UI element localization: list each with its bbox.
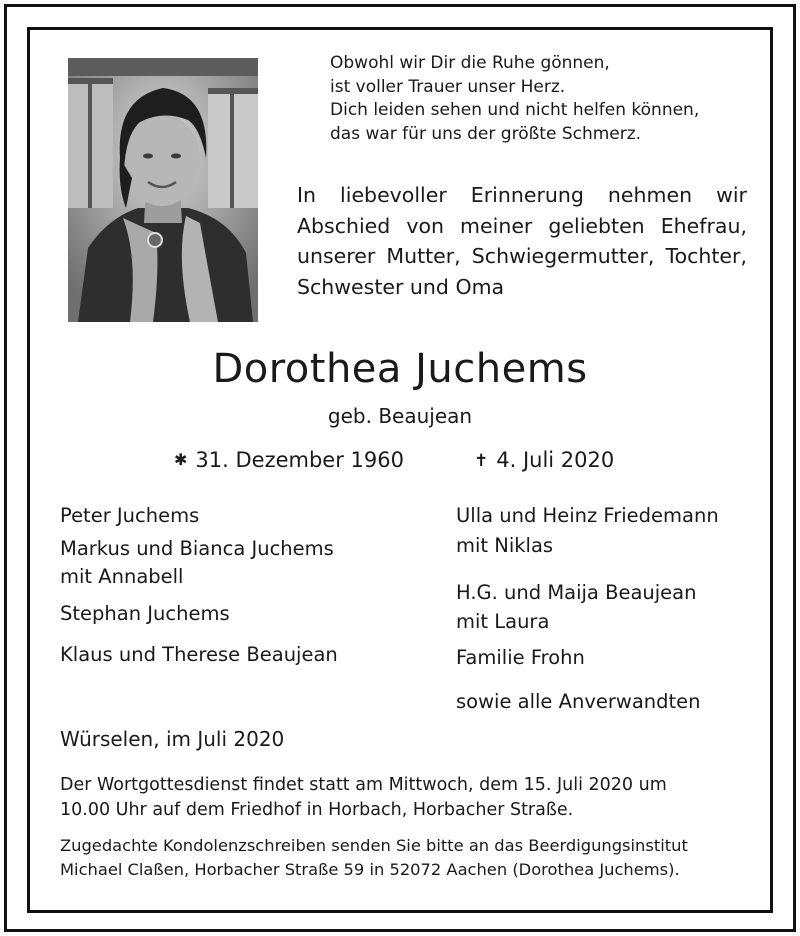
mourner-name: mit Laura: [456, 610, 550, 633]
memorial-poem: [330, 52, 699, 146]
mourner-name: Markus und Bianca Juchems: [60, 537, 334, 560]
mourner-name: mit Annabell: [60, 565, 184, 588]
mourner-name: Ulla und Heinz Friedemann: [456, 504, 719, 527]
word: In: [297, 183, 317, 207]
death-date-text: 4. Juli 2020: [496, 448, 615, 472]
death-cross-icon: ✝: [474, 451, 489, 471]
portrait-photo: [68, 58, 258, 322]
farewell-line: Schwester und Oma: [297, 274, 505, 299]
mourner-name: H.G. und Maija Beaujean: [456, 581, 697, 604]
farewell-line: [297, 180, 747, 211]
condolence-line: Michael Claßen, Horbacher Straße 59 in 52072 Aachen (Dorothea Juchems).: [60, 860, 680, 879]
condolence-info: [60, 834, 688, 882]
word: geliebten: [548, 213, 645, 238]
poem-line: Dich leiden sehen und nicht helfen können,: [330, 100, 700, 120]
word: unserer: [297, 244, 376, 268]
mourner-name: mit Niklas: [456, 534, 554, 557]
service-line: 10.00 Uhr auf dem Friedhof in Horbach, Horbacher Straße.: [60, 800, 574, 820]
mourner-name: Klaus und Therese Beaujean: [60, 643, 338, 666]
farewell-text: [297, 180, 747, 302]
mourner-name: Peter Juchems: [60, 504, 200, 527]
mourner-name: Stephan Juchems: [60, 602, 230, 625]
word: Ehefrau,: [660, 213, 747, 238]
word: nehmen: [607, 183, 693, 207]
word: Mutter,: [386, 244, 461, 268]
condolence-line: Zugedachte Kondolenzschreiben senden Sie bitte an das Beerdigungsinstitut: [60, 836, 688, 855]
death-date: [474, 448, 614, 472]
word: Abschied: [297, 213, 391, 238]
poem-line: ist voller Trauer unser Herz.: [330, 76, 566, 97]
word: liebevoller: [340, 183, 447, 207]
relatives-note: sowie alle Anverwandten: [456, 690, 701, 713]
poem-line: Obwohl wir Dir die Ruhe gönnen,: [330, 53, 610, 73]
deceased-name: Dorothea Juchems: [212, 346, 588, 392]
word: von: [406, 213, 445, 238]
word: wir: [716, 183, 747, 207]
word: Schwiegermutter,: [471, 244, 655, 268]
word: Erinnerung: [470, 183, 584, 207]
place-and-date: Würselen, im Juli 2020: [60, 727, 285, 751]
maiden-name: geb. Beaujean: [327, 404, 473, 428]
farewell-line: [297, 211, 747, 242]
word: Tochter,: [665, 244, 747, 268]
birth-star-icon: ✱: [174, 450, 188, 469]
birth-date: [174, 448, 404, 472]
mourner-name: Familie Frohn: [456, 646, 585, 669]
birth-date-text: 31. Dezember 1960: [195, 448, 404, 472]
service-line: Der Wortgottesdienst findet statt am Mittwoch, dem 15. Juli 2020 um: [60, 775, 667, 795]
word: meiner: [460, 213, 533, 238]
farewell-line: [297, 241, 747, 272]
poem-line: das war für uns der größte Schmerz.: [330, 123, 642, 144]
service-info: [60, 773, 667, 823]
